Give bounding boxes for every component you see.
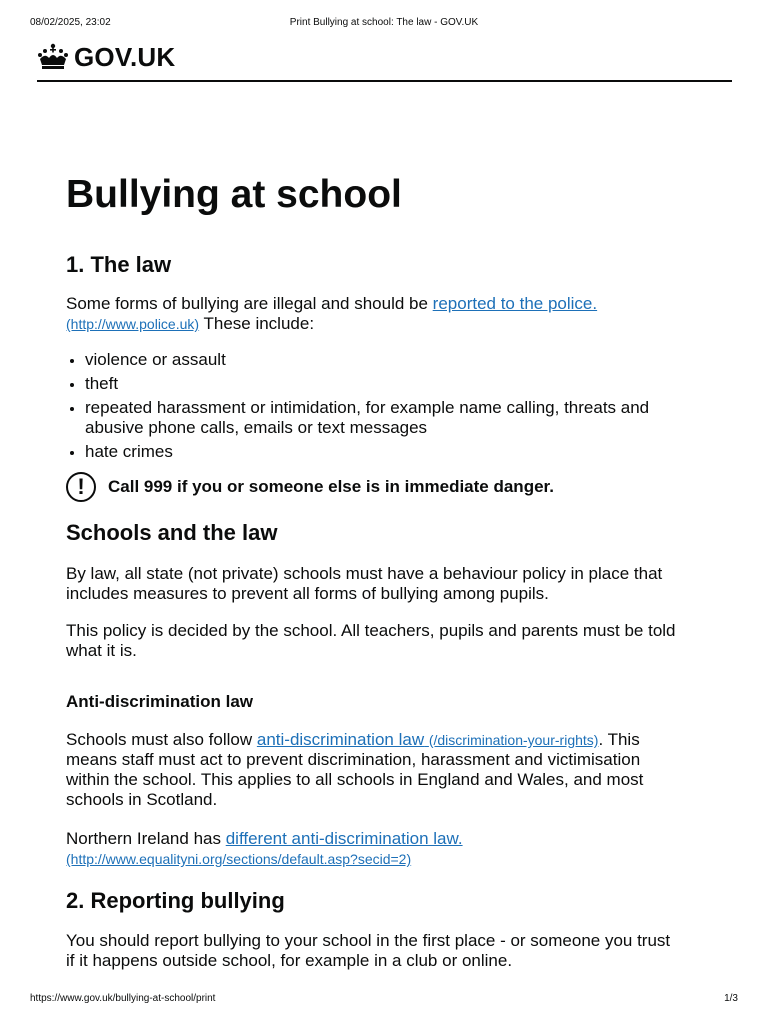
anti-discrimination-paragraph [66,730,676,810]
law-intro-after: These include: [203,314,315,333]
list-item: • theft [85,374,676,394]
police-url: (http://www.police.uk) [66,316,200,332]
law-intro-paragraph [66,294,676,334]
section-heading-reporting: 2. Reporting bullying [66,888,285,913]
main-content [66,160,676,971]
schools-law-paragraph-2: This policy is decided by the school. All teachers, pupils and parents must be told what it is. [66,621,676,660]
reporting-paragraph: You should report bullying to your school in the first place - or someone you trust if it happens outside school, for example in a club or online. [66,931,671,970]
list-item: • hate crimes [85,442,676,462]
crown-icon [37,43,69,71]
police-link[interactable]: reported to the police. (http://www.police.uk) [66,294,598,332]
law-intro-text: Some forms of bullying are illegal and should be [66,294,428,313]
govuk-header [37,40,732,82]
list-item: • repeated harassment or intimidation, for example name calling, threats and abusive phone calls, emails or text messages [85,398,676,438]
print-doc-title: Print Bullying at school: The law - GOV.UK [289,17,479,28]
print-header [30,16,738,30]
print-url: https://www.gov.uk/bullying-at-school/print [30,993,216,1004]
schools-law-paragraph-1: By law, all state (not private) schools must have a behaviour policy in place that includes measures to prevent all forms of bullying among pupils. [66,564,663,603]
warning-text: Call 999 if you or someone else is in immediate danger. [108,477,554,496]
ni-text: Northern Ireland has [66,829,221,848]
section-heading-the-law: 1. The law [66,252,172,277]
anti-discrimination-heading: Anti-discrimination law [66,692,254,711]
govuk-logo-link[interactable] [37,42,175,72]
section-heading-schools-law: Schools and the law [66,520,278,545]
northern-ireland-paragraph [66,829,676,869]
ni-anti-discrimination-link[interactable]: different anti-discrimination law. (http://www.equalityni.org/sections/default.asp?secid=2) [66,829,463,867]
govuk-logotype: GOV.UK [74,42,176,72]
print-datetime: 08/02/2025, 23:02 [30,17,111,28]
list-item: • violence or assault [85,350,676,370]
anti-discrimination-text-before: Schools must also follow [66,730,253,749]
print-footer [30,992,738,1006]
warning-callout [66,472,676,502]
anti-discrimination-link[interactable]: anti-discrimination law (/discrimination-your-rights) [256,730,599,749]
ni-url: (http://www.equalityni.org/sections/default.asp?secid=2) [66,851,412,867]
anti-discrimination-url: (/discrimination-your-rights) [428,732,599,748]
print-page-number: 1/3 [724,993,738,1004]
illegal-bullying-list [66,350,676,462]
anti-discrimination-text-after: . This means staff must act to prevent discrimination, harassment and victimisation within the school. This applies to all schools in England and Wales, and most schools in Scotland. [66,730,644,809]
page-title: Bullying at school [66,173,402,216]
warning-icon: ! [66,472,96,502]
